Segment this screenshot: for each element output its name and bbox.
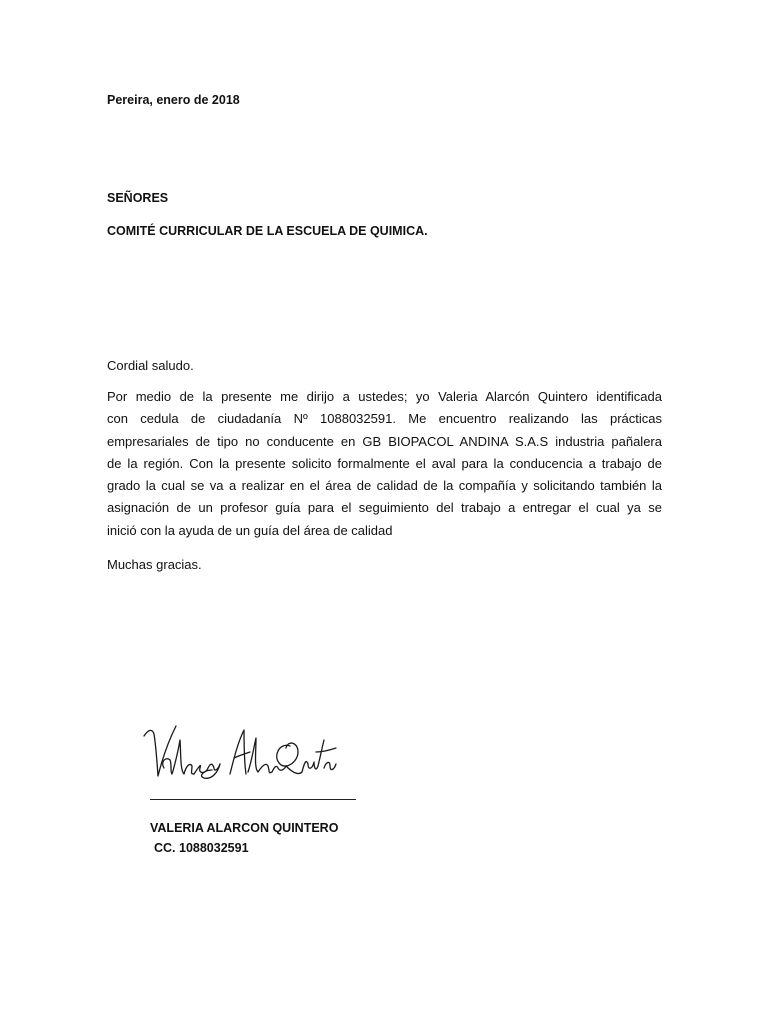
body-line: asignación de un profesor guía para el seguimiento del trabajo a entregar el cual ya se (107, 500, 662, 516)
greeting: Cordial saludo. (107, 358, 194, 373)
body-line: con cedula de ciudadanía Nº 1088032591. Me encuentro realizando las prácticas (107, 411, 662, 427)
signature-line (150, 799, 356, 800)
recipient-title: SEÑORES (107, 191, 169, 205)
signer-id: CC. 1088032591 (154, 841, 249, 855)
body-line: grado la cual se va a realizar en el área de calidad de la compañía y solicitando también la (107, 478, 662, 494)
closing: Muchas gracias. (107, 557, 202, 572)
recipient-org: COMITÉ CURRICULAR DE LA ESCUELA DE QUIMICA. (107, 224, 428, 238)
body-line: Por medio de la presente me dirijo a ustedes; yo Valeria Alarcón Quintero identificada (107, 389, 662, 404)
handwritten-signature (140, 712, 340, 787)
letter-body (107, 386, 662, 542)
body-line: empresariales de tipo no conducente en GB BIOPACOL ANDINA S.A.S industria pañalera (107, 433, 662, 449)
place-date: Pereira, enero de 2018 (107, 93, 240, 107)
body-line: inició con la ayuda de un guía del área de calidad (107, 522, 393, 538)
body-line: de la región. Con la presente solicito formalmente el aval para la conducencia a trabajo de (107, 455, 662, 471)
signer-name: VALERIA ALARCON QUINTERO (150, 821, 339, 835)
